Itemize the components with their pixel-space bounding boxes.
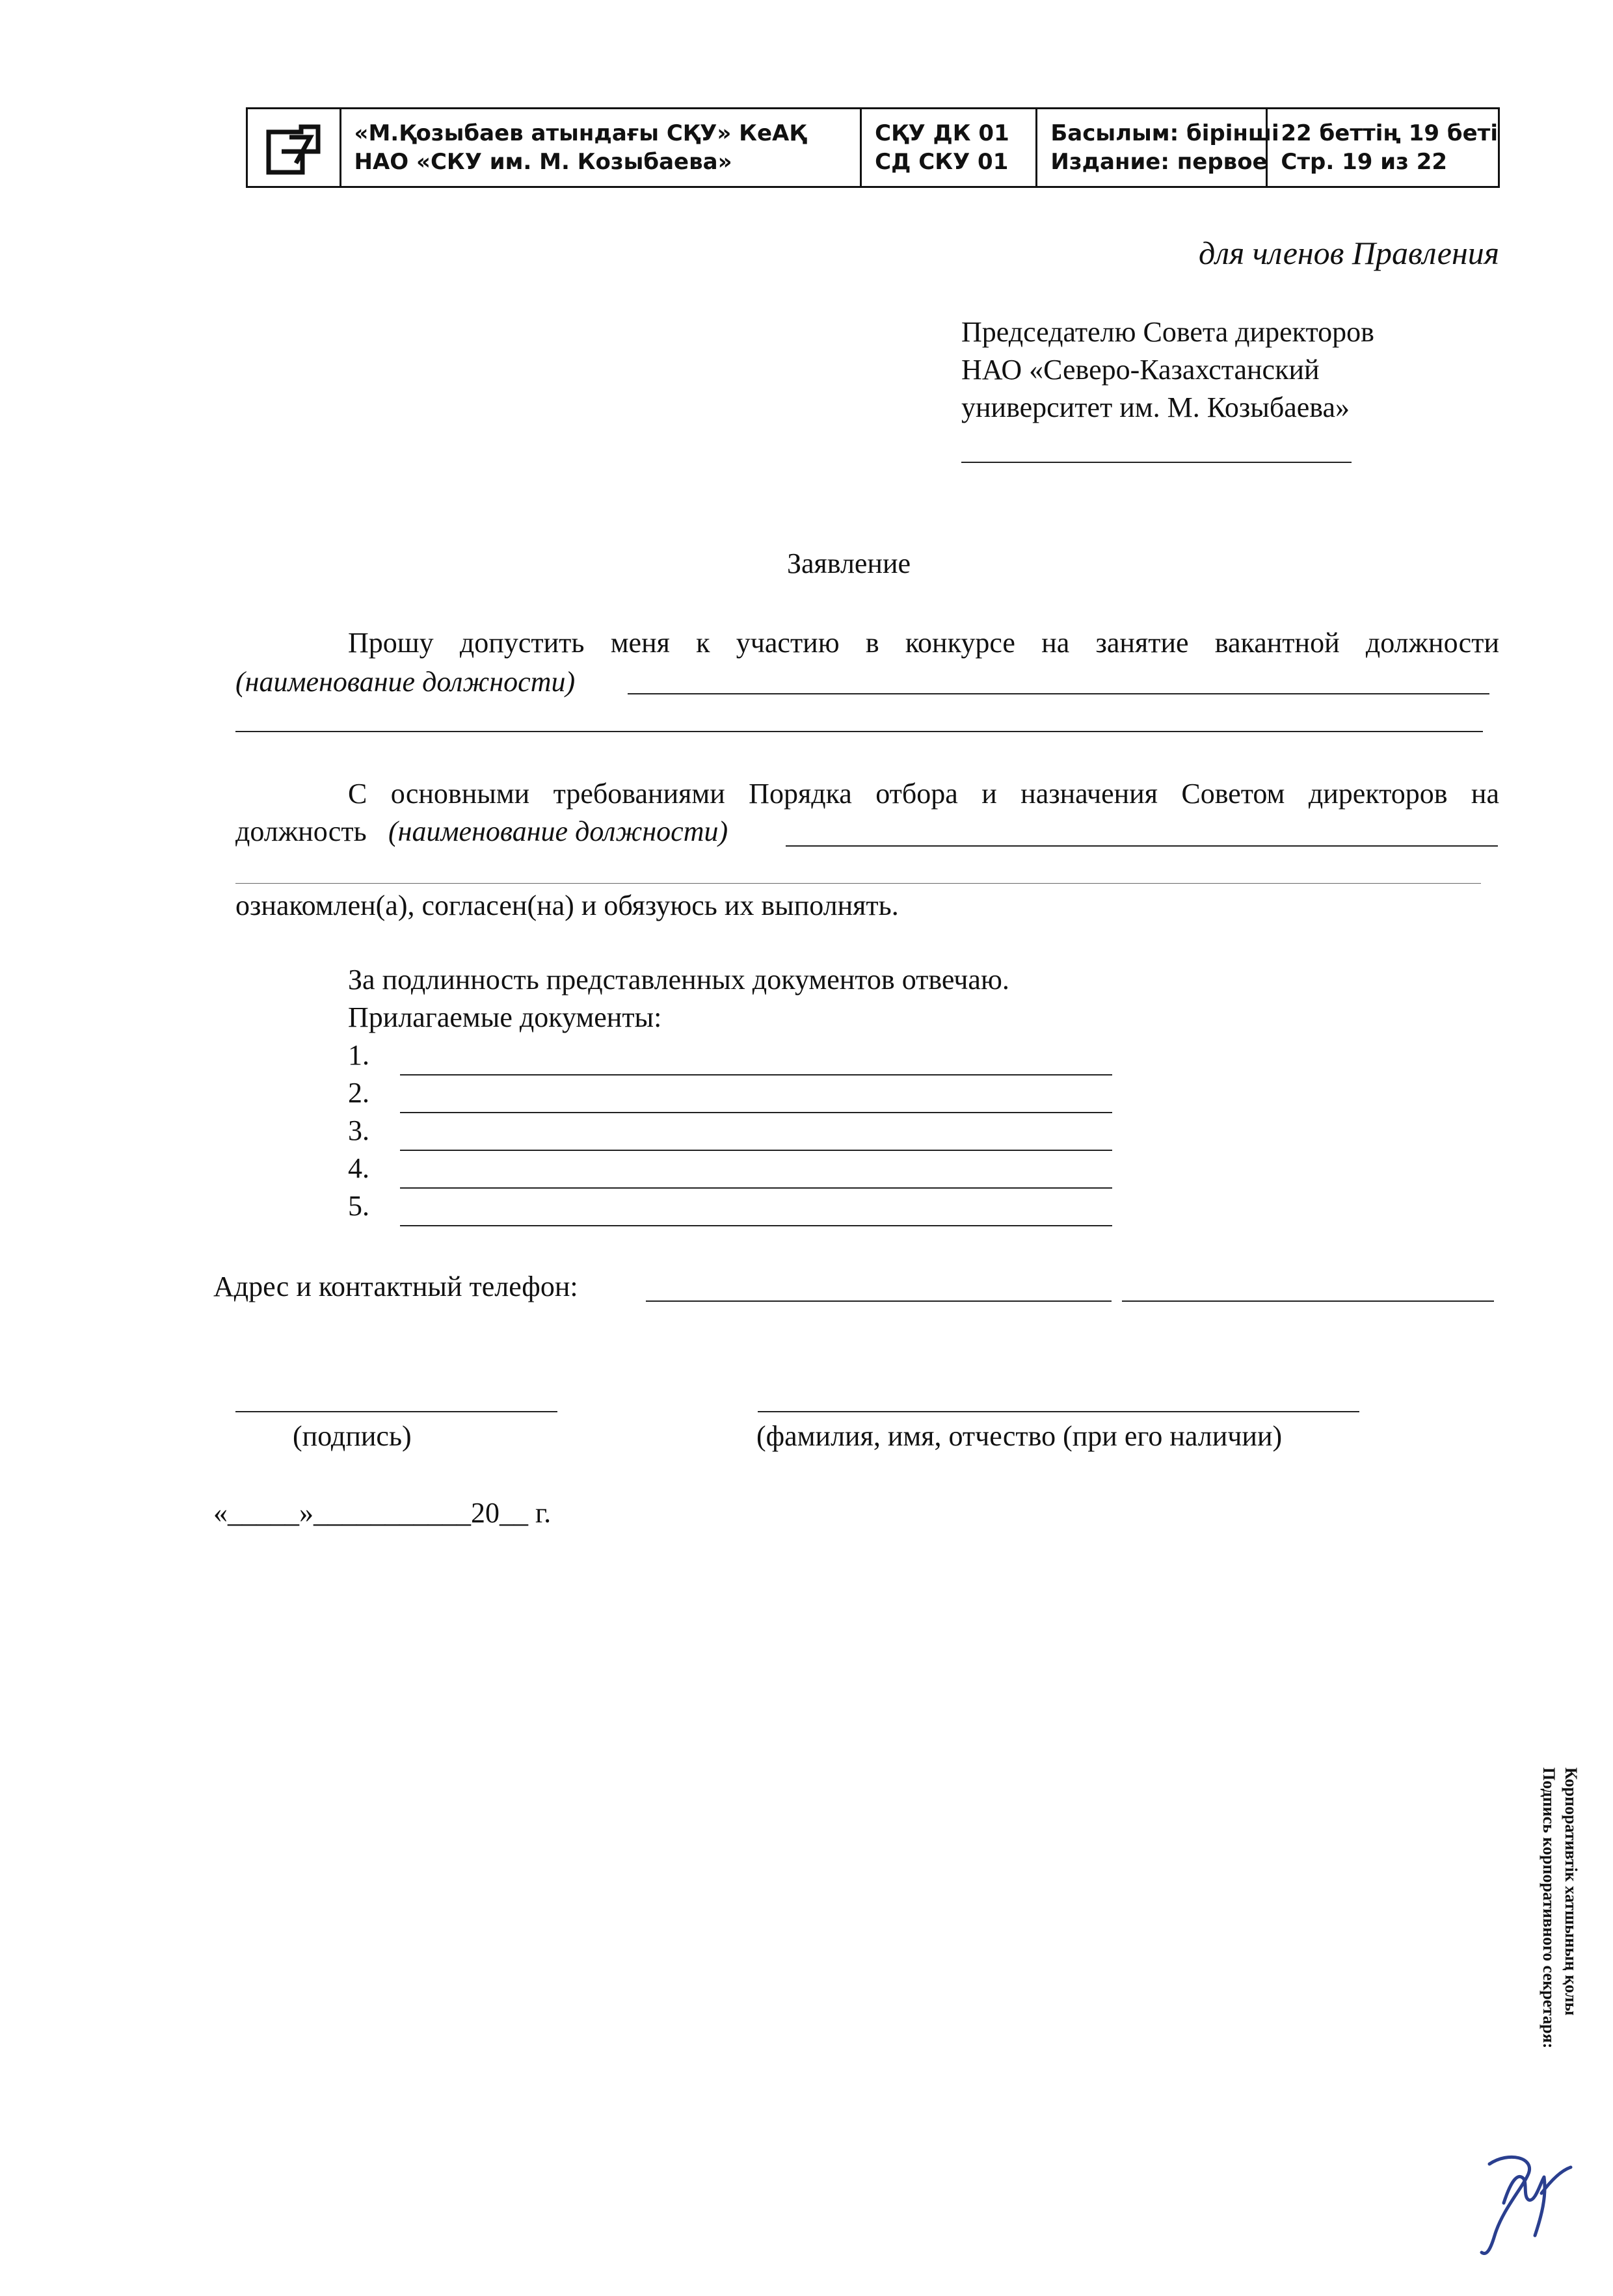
attachment-field-5[interactable] bbox=[400, 1225, 1112, 1226]
position-prefix-text: должность bbox=[235, 815, 367, 847]
page-title: Заявление bbox=[786, 548, 911, 579]
phone-field[interactable] bbox=[1122, 1300, 1494, 1302]
organization-cell bbox=[341, 109, 862, 186]
attachment-field-3[interactable] bbox=[400, 1150, 1112, 1151]
agreement-text: ознакомлен(а), согласен(на) и обязуюсь их выполнять. bbox=[235, 890, 899, 921]
edition-cell bbox=[1037, 109, 1279, 186]
stamp-line-ru: Подпись корпоративного секретаря: bbox=[1540, 1767, 1558, 2049]
position-field-label: (наименование должности) bbox=[235, 666, 576, 698]
corporate-secretary-stamp bbox=[1538, 1767, 1582, 2048]
stamp-line-kz: Корпоративтік хатшының қолы bbox=[1562, 1767, 1580, 2016]
attachment-field-1[interactable] bbox=[400, 1074, 1112, 1075]
attachment-number: 1. bbox=[348, 1039, 369, 1071]
organization-name-kz: «М.Қозыбаев атындағы СҚУ» КеАҚ bbox=[354, 120, 806, 146]
attachment-number: 3. bbox=[348, 1115, 369, 1146]
signature-caption: (подпись) bbox=[293, 1420, 412, 1452]
document-code-ru: СД СКУ 01 bbox=[875, 149, 1009, 175]
authenticity-statement: За подлинность представленных документов отвечаю. bbox=[348, 964, 1009, 996]
addressee-block bbox=[961, 313, 1374, 427]
full-name-caption: (фамилия, имя, отчество (при его наличии) bbox=[756, 1420, 1283, 1452]
position-name-field-2[interactable] bbox=[786, 845, 1498, 847]
position-name-field-continued[interactable] bbox=[235, 731, 1483, 732]
logo-cell bbox=[248, 109, 341, 186]
addressee-line-3: университет им. М. Козыбаева» bbox=[961, 391, 1350, 423]
document-code-cell bbox=[862, 109, 1037, 186]
page-number-kz: 22 беттің 19 беті bbox=[1281, 120, 1498, 146]
document-header-table bbox=[246, 107, 1500, 188]
attachment-number: 2. bbox=[348, 1077, 369, 1109]
position-name-field[interactable] bbox=[628, 693, 1489, 694]
university-logo-icon bbox=[263, 118, 323, 178]
address-field[interactable] bbox=[646, 1300, 1112, 1302]
requirements-paragraph: С основными требованиями Порядка отбора и назначения Советом директоров на bbox=[348, 778, 1499, 810]
full-name-field[interactable] bbox=[758, 1411, 1359, 1412]
addressee-name-field[interactable] bbox=[961, 462, 1352, 463]
page-number-ru: Стр. 19 из 22 bbox=[1281, 149, 1448, 175]
secretary-signature-icon bbox=[1463, 2138, 1593, 2268]
document-code-kz: СҚУ ДК 01 bbox=[875, 120, 1009, 146]
addressee-line-1: Председателю Совета директоров bbox=[961, 316, 1374, 348]
edition-ru: Издание: первое bbox=[1050, 149, 1268, 175]
attachment-field-2[interactable] bbox=[400, 1112, 1112, 1113]
date-field[interactable]: «_____»___________20__ г. bbox=[213, 1497, 552, 1529]
page-number-cell bbox=[1268, 109, 1498, 186]
position-field-label-2: (наименование должности) bbox=[388, 815, 728, 847]
attachment-field-4[interactable] bbox=[400, 1187, 1112, 1189]
attachment-number: 4. bbox=[348, 1152, 369, 1184]
addressee-line-2: НАО «Северо-Казахстанский bbox=[961, 354, 1320, 386]
edition-kz: Басылым: бірінші bbox=[1050, 120, 1279, 146]
board-members-note: для членов Правления bbox=[1198, 235, 1499, 271]
signature-field[interactable] bbox=[235, 1411, 557, 1412]
position-name-field-2-continued[interactable] bbox=[235, 883, 1481, 884]
attachment-number: 5. bbox=[348, 1190, 369, 1222]
contact-label: Адрес и контактный телефон: bbox=[213, 1271, 578, 1302]
request-paragraph: Прошу допустить меня к участию в конкурсе на занятие вакантной должности bbox=[348, 627, 1499, 659]
organization-name-ru: НАО «СКУ им. М. Козыбаева» bbox=[354, 149, 732, 175]
attachments-label: Прилагаемые документы: bbox=[348, 1001, 662, 1033]
